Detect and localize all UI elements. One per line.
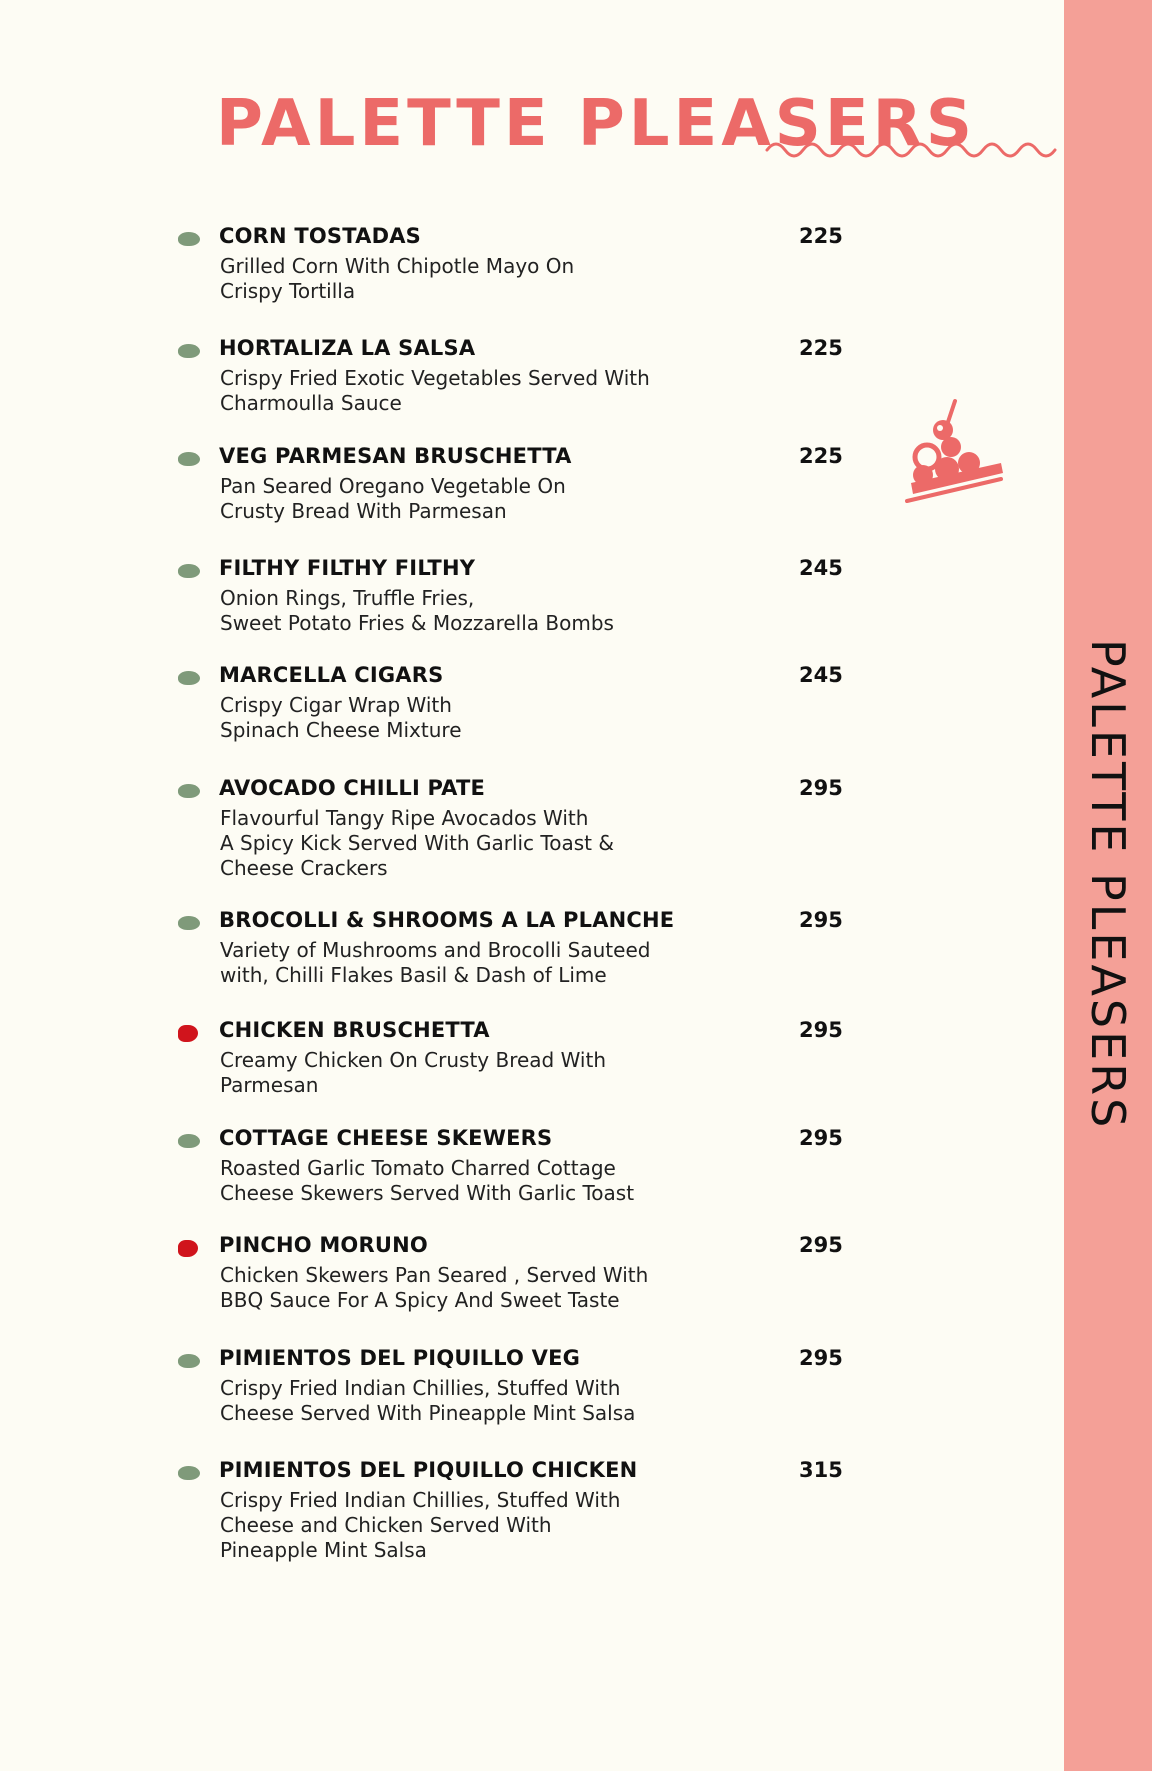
- item-name: BROCOLLI & SHROOMS A LA PLANCHE: [219, 908, 675, 932]
- description-line: Pan Seared Oregano Vegetable On: [220, 474, 566, 498]
- description-line: Grilled Corn With Chipotle Mayo On: [220, 254, 575, 278]
- description-line: BBQ Sauce For A Spicy And Sweet Taste: [220, 1288, 620, 1312]
- side-title-text: PALETTE PLEASERS: [1081, 639, 1135, 1131]
- veg-marker-icon: [178, 916, 200, 930]
- description-line: Roasted Garlic Tomato Charred Cottage: [220, 1156, 616, 1180]
- description-line: Crusty Bread With Parmesan: [220, 499, 507, 523]
- item-name: VEG PARMESAN BRUSCHETTA: [219, 444, 572, 468]
- item-description: [220, 1488, 720, 1563]
- item-name: PINCHO MORUNO: [219, 1233, 428, 1257]
- description-line: Cheese Skewers Served With Garlic Toast: [220, 1181, 635, 1205]
- item-price: 295: [799, 1018, 843, 1042]
- item-description: [220, 586, 720, 636]
- description-line: Variety of Mushrooms and Brocolli Sauteed: [220, 938, 651, 962]
- veg-marker-icon: [178, 344, 200, 358]
- description-line: Creamy Chicken On Crusty Bread With: [220, 1048, 607, 1072]
- description-line: Crispy Fried Indian Chillies, Stuffed With: [220, 1488, 621, 1512]
- side-title: [1064, 640, 1152, 1130]
- item-price: 295: [799, 1126, 843, 1150]
- description-line: Onion Rings, Truffle Fries,: [220, 586, 475, 610]
- skewer-food-icon: [905, 397, 1007, 507]
- veg-marker-icon: [178, 671, 200, 685]
- item-description: [220, 366, 720, 416]
- item-name: MARCELLA CIGARS: [219, 663, 444, 687]
- veg-marker-icon: [178, 1466, 200, 1480]
- item-price: 225: [799, 444, 843, 468]
- description-line: Cheese Crackers: [220, 856, 388, 880]
- item-name: PIMIENTOS DEL PIQUILLO VEG: [219, 1346, 581, 1370]
- item-name: COTTAGE CHEESE SKEWERS: [219, 1126, 553, 1150]
- item-name: HORTALIZA LA SALSA: [219, 336, 476, 360]
- item-name: CHICKEN BRUSCHETTA: [219, 1018, 490, 1042]
- description-line: Crispy Tortilla: [220, 279, 356, 303]
- veg-marker-icon: [178, 232, 200, 246]
- veg-marker-icon: [178, 1354, 200, 1368]
- item-price: 315: [799, 1458, 843, 1482]
- item-price: 245: [799, 663, 843, 687]
- item-description: [220, 1376, 720, 1426]
- description-line: Flavourful Tangy Ripe Avocados With: [220, 806, 589, 830]
- description-line: Charmoulla Sauce: [220, 391, 402, 415]
- nonveg-marker-icon: [178, 1240, 198, 1257]
- item-price: 295: [799, 908, 843, 932]
- item-price: 225: [799, 336, 843, 360]
- description-line: Crispy Fried Exotic Vegetables Served With: [220, 366, 650, 390]
- item-price: 225: [799, 224, 843, 248]
- item-price: 295: [799, 776, 843, 800]
- page-title: PALETTE PLEASERS: [216, 87, 976, 161]
- item-name: FILTHY FILTHY FILTHY: [219, 556, 476, 580]
- description-line: with, Chilli Flakes Basil & Dash of Lime: [220, 963, 607, 987]
- item-description: [220, 1048, 720, 1098]
- item-price: 245: [799, 556, 843, 580]
- veg-marker-icon: [178, 564, 200, 578]
- item-description: [220, 693, 720, 743]
- description-line: Crispy Fried Indian Chillies, Stuffed With: [220, 1376, 621, 1400]
- description-line: Cheese and Chicken Served With: [220, 1513, 552, 1537]
- description-line: Spinach Cheese Mixture: [220, 718, 462, 742]
- item-description: [220, 1263, 720, 1313]
- item-name: AVOCADO CHILLI PATE: [219, 776, 486, 800]
- description-line: Crispy Cigar Wrap With: [220, 693, 452, 717]
- nonveg-marker-icon: [178, 1025, 198, 1042]
- item-description: [220, 806, 720, 881]
- item-name: CORN TOSTADAS: [219, 224, 421, 248]
- wavy-line-icon: [765, 140, 1060, 160]
- description-line: A Spicy Kick Served With Garlic Toast &: [220, 831, 614, 855]
- item-description: [220, 938, 720, 988]
- item-price: 295: [799, 1233, 843, 1257]
- item-description: [220, 474, 720, 524]
- item-description: [220, 1156, 720, 1206]
- item-name: PIMIENTOS DEL PIQUILLO CHICKEN: [219, 1458, 638, 1482]
- description-line: Chicken Skewers Pan Seared , Served With: [220, 1263, 649, 1287]
- description-line: Sweet Potato Fries & Mozzarella Bombs: [220, 611, 614, 635]
- item-description: [220, 254, 720, 304]
- item-price: 295: [799, 1346, 843, 1370]
- description-line: Parmesan: [220, 1073, 319, 1097]
- description-line: Pineapple Mint Salsa: [220, 1538, 427, 1562]
- description-line: Cheese Served With Pineapple Mint Salsa: [220, 1401, 636, 1425]
- veg-marker-icon: [178, 784, 200, 798]
- veg-marker-icon: [178, 452, 200, 466]
- veg-marker-icon: [178, 1134, 200, 1148]
